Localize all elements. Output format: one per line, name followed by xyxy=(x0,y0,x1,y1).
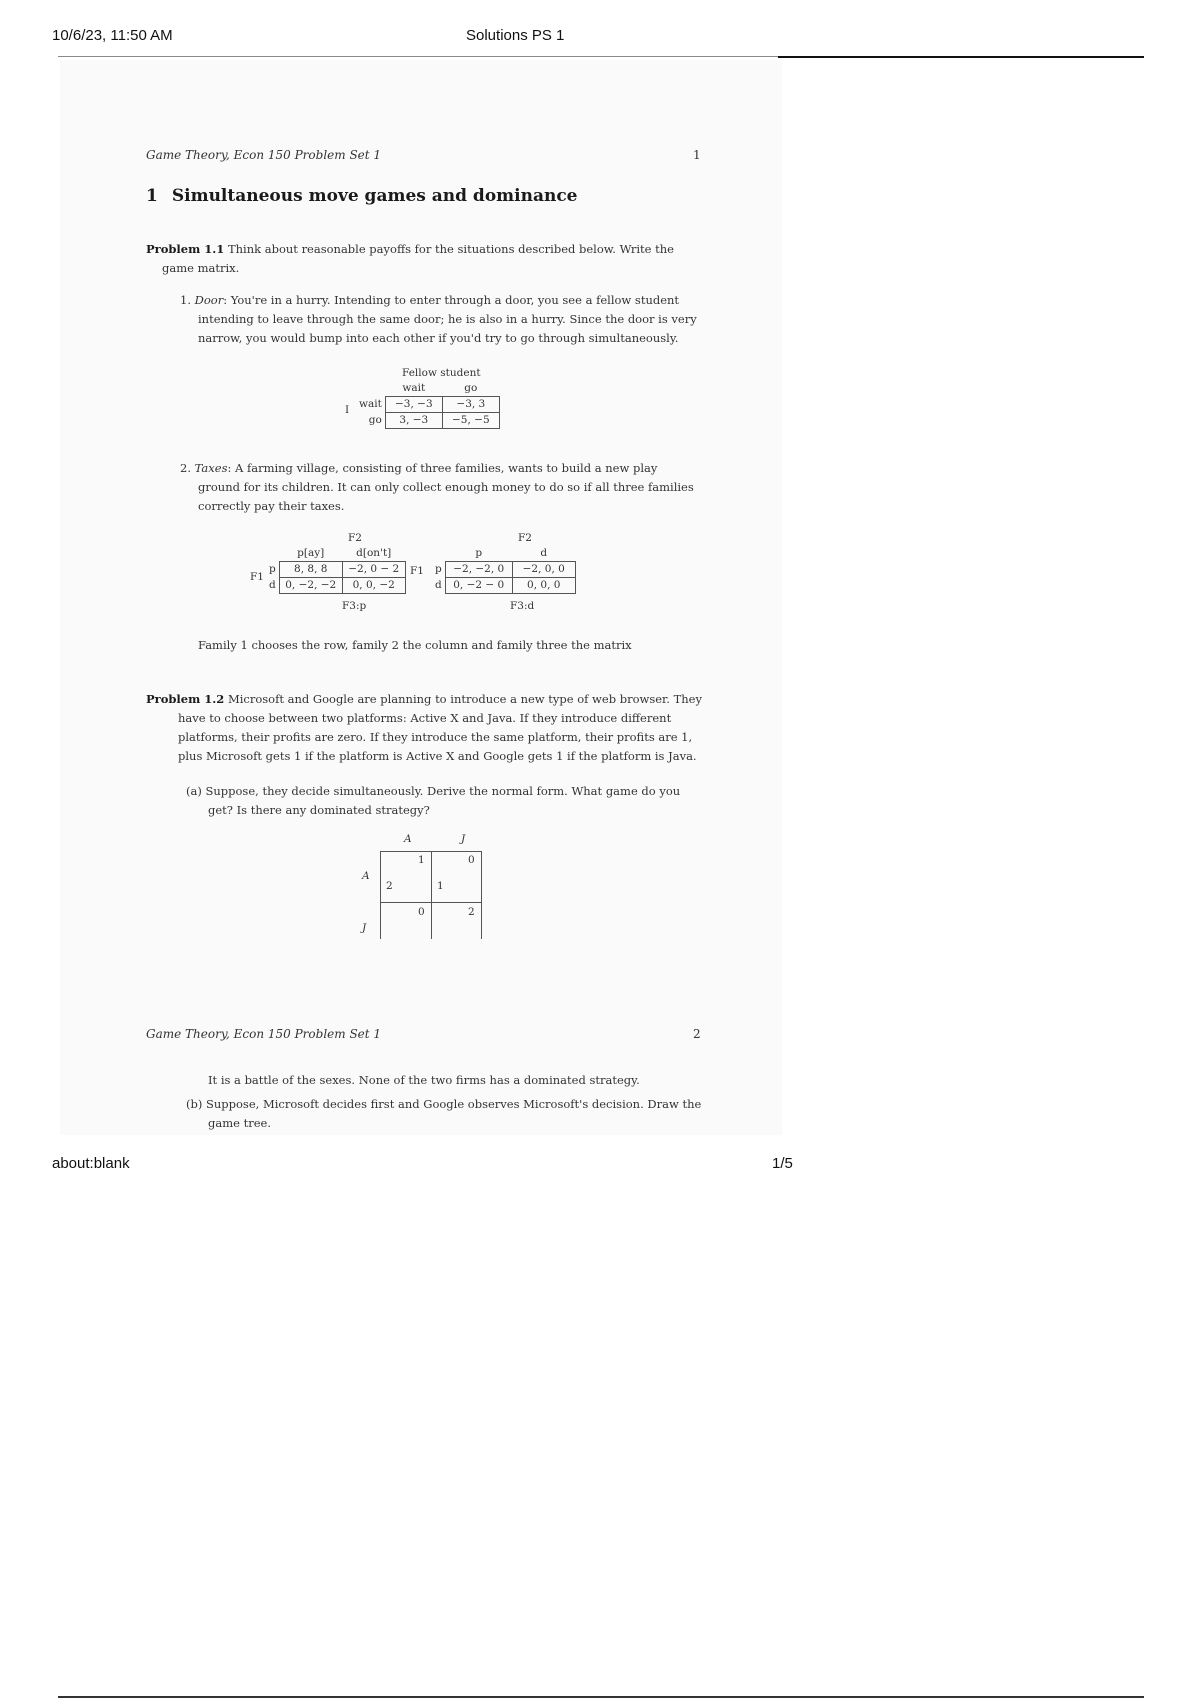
item-text: intending to leave through the same door; he is also in a hurry. Since the door is very xyxy=(198,312,697,326)
payoff-cell: −2, 0 − 2 xyxy=(342,562,405,578)
page-number: 1 xyxy=(693,148,701,162)
tax-matrix-right xyxy=(432,546,576,594)
payoff-cell: 3, −3 xyxy=(385,413,442,429)
part-label: (b) xyxy=(186,1097,203,1111)
payoff-col: 0 xyxy=(468,854,475,866)
row-label: d xyxy=(435,579,442,591)
page-number: 2 xyxy=(693,1027,701,1041)
matrix-line xyxy=(380,851,381,939)
tax-note: Family 1 chooses the row, family 2 the column and family three the matrix xyxy=(198,638,632,652)
print-url: about:blank xyxy=(52,1155,130,1172)
col-label: go xyxy=(464,382,478,394)
header-rule xyxy=(58,56,778,57)
matrix-caption: F3:p xyxy=(342,600,367,612)
col-label: J xyxy=(461,833,466,845)
problem-text: plus Microsoft gets 1 if the platform is Active X and Google gets 1 if the platform is Java. xyxy=(178,749,697,763)
door-row-player: I xyxy=(345,404,350,416)
payoff-cell: −3, −3 xyxy=(385,397,442,413)
payoff-cell: 0, −2, −2 xyxy=(279,578,342,594)
payoff-row: 1 xyxy=(437,880,444,892)
header-rule-bold xyxy=(778,56,1144,58)
col-label: p xyxy=(475,547,483,559)
print-doc-title: Solutions PS 1 xyxy=(466,27,565,44)
item-number: 1. xyxy=(180,293,191,307)
problem-text: platforms, their profits are zero. If they introduce the same platform, their profits are 1, xyxy=(178,730,693,744)
matrix-caption: F3:d xyxy=(510,600,535,612)
row-label: p xyxy=(269,563,276,575)
payoff-col: 0 xyxy=(418,906,425,918)
item-taxes xyxy=(180,459,720,516)
item-text: narrow, you would bump into each other if you'd try to go through simultaneously. xyxy=(198,331,679,345)
payoff-cell: −5, −5 xyxy=(442,413,499,429)
problem-label: Problem 1.1 xyxy=(146,242,225,256)
bottom-rule xyxy=(58,1696,1144,1698)
problem-1-2 xyxy=(146,690,716,766)
row-label: go xyxy=(368,414,382,426)
item-door xyxy=(180,291,720,348)
row-label: p xyxy=(435,563,442,575)
part-text: get? Is there any dominated strategy? xyxy=(208,803,430,817)
matrix-line xyxy=(431,851,432,939)
payoff-cell: 0, 0, 0 xyxy=(512,578,575,594)
problem-1-1 xyxy=(146,240,711,278)
payoff-cell: −2, 0, 0 xyxy=(512,562,575,578)
item-text: : You're in a hurry. Intending to enter through a door, you see a fellow student xyxy=(223,293,680,307)
tax-col-player: F2 xyxy=(348,532,362,544)
tax-row-player: F1 xyxy=(410,565,424,577)
col-label: d[on't] xyxy=(356,547,392,559)
col-label: A xyxy=(404,833,412,845)
tax-row-player: F1 xyxy=(250,571,264,583)
answer-text: It is a battle of the sexes. None of the two firms has a dominated strategy. xyxy=(208,1073,640,1087)
payoff-cell: 8, 8, 8 xyxy=(279,562,342,578)
col-label: p[ay] xyxy=(297,547,325,559)
payoff-cell: −2, −2, 0 xyxy=(445,562,512,578)
payoff-cell: −3, 3 xyxy=(442,397,499,413)
running-head: Game Theory, Econ 150 Problem Set 1 xyxy=(146,1027,382,1041)
part-label: (a) xyxy=(186,784,202,798)
col-label: d xyxy=(540,547,548,559)
door-payoff-matrix xyxy=(356,381,500,429)
problem-text: Microsoft and Google are planning to introduce a new type of web browser. They xyxy=(227,692,702,706)
payoff-cell: 0, −2 − 0 xyxy=(445,578,512,594)
item-name: Door xyxy=(194,293,224,307)
payoff-row: 2 xyxy=(386,880,393,892)
item-text: ground for its children. It can only collect enough money to do so if all three families xyxy=(198,480,694,494)
part-a xyxy=(186,782,716,820)
part-b xyxy=(186,1095,716,1133)
item-number: 2. xyxy=(180,461,191,475)
section-title-text: Simultaneous move games and dominance xyxy=(171,186,578,206)
col-label: wait xyxy=(402,382,426,394)
matrix-line xyxy=(481,851,482,939)
section-number: 1 xyxy=(146,186,158,206)
payoff-col: 2 xyxy=(468,906,475,918)
part-text: Suppose, Microsoft decides first and Google observes Microsoft's decision. Draw the xyxy=(206,1097,702,1111)
problem-text: game matrix. xyxy=(162,261,240,275)
item-name: Taxes xyxy=(194,461,228,475)
section-title xyxy=(146,186,578,206)
door-col-player: Fellow student xyxy=(402,367,481,379)
problem-text: Think about reasonable payoffs for the situations described below. Write the xyxy=(227,242,674,256)
print-page-indicator: 1/5 xyxy=(772,1155,793,1172)
item-text: correctly pay their taxes. xyxy=(198,499,345,513)
print-datetime: 10/6/23, 11:50 AM xyxy=(52,27,173,44)
tax-col-player: F2 xyxy=(518,532,532,544)
tax-matrix-left xyxy=(266,546,406,594)
running-head: Game Theory, Econ 150 Problem Set 1 xyxy=(146,148,382,162)
part-text: game tree. xyxy=(208,1116,271,1130)
row-label: A xyxy=(362,870,370,882)
item-text: : A farming village, consisting of three families, wants to build a new play xyxy=(227,461,658,475)
problem-label: Problem 1.2 xyxy=(146,692,225,706)
problem-text: have to choose between two platforms: Active X and Java. If they introduce different xyxy=(178,711,672,725)
payoff-col: 1 xyxy=(418,854,425,866)
row-label: d xyxy=(269,579,276,591)
part-text: Suppose, they decide simultaneously. Derive the normal form. What game do you xyxy=(205,784,681,798)
payoff-cell: 0, 0, −2 xyxy=(342,578,405,594)
row-label: wait xyxy=(359,398,382,410)
row-label: J xyxy=(362,922,367,934)
document-page xyxy=(60,60,782,1135)
